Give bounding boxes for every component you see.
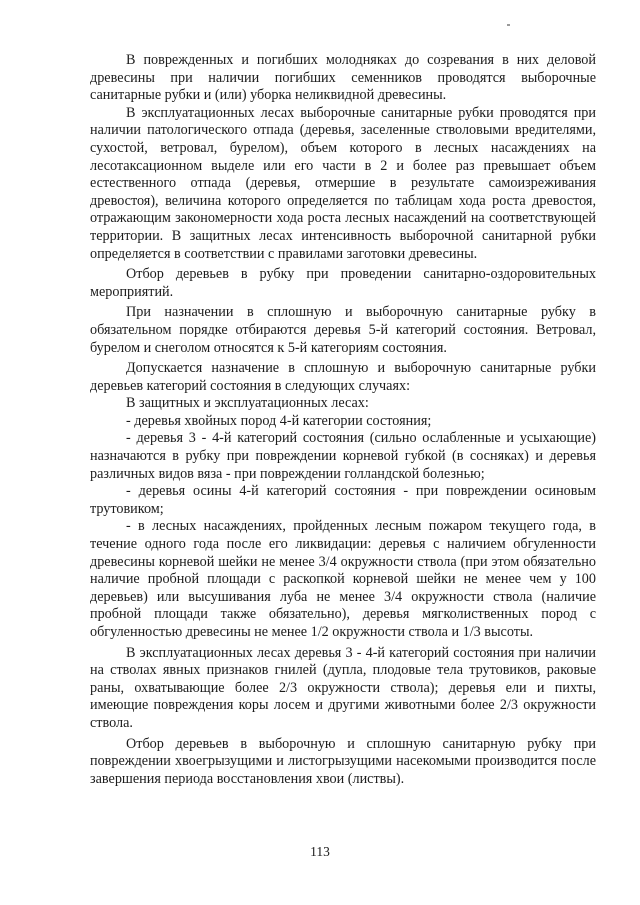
paragraph-protective-forests: В защитных и эксплуатационных лесах: xyxy=(126,395,369,412)
list-item-root-fungus: - деревья 3 - 4-й категорий состояния (сильно ослабленные и усыхающие) назначаются в рубку при повреждении корневой губкой (в сосняках) и деревья различных видов вяза - при повреждении голландской болезнью; xyxy=(90,430,596,482)
paragraph-category-5: При назначении в сплошную и выборочную санитарные рубку в обязательном порядке отбираются деревья 5-й категорий состояния. Ветровал, бурелом и снеголом относятся к 5-й категориям состояния. xyxy=(90,304,596,356)
paragraph-allowed-cases: Допускается назначение в сплошную и выборочную санитарные рубки деревьев категорий состояния в следующих случаях: xyxy=(90,360,596,394)
list-item-aspen: - деревья осины 4-й категорий состояния - при повреждении осиновым трутовиком; xyxy=(90,483,596,517)
scan-artifact xyxy=(507,24,510,26)
paragraph-young-stands: В поврежденных и погибших молодняках до созревания в них деловой древесины при наличии погибших семенников проводятся выборочные санитарные рубки и (или) уборка неликвидной древесины. xyxy=(90,52,596,104)
paragraph-exploitation-forests: В эксплуатационных лесах выборочные санитарные рубки проводятся при наличии патологического отпада (деревья, заселенные стволовыми вредителями, сухостой, ветровал, бурелом), объем которого в лесных насаждениях на лесотаксационном выделе или его части в 2 и более раз превышает объем естественного отпада (деревья, отмершие в результате самоизреживания древостоя), величина которого определяется по таблицам хода роста древостоя, отражающим закономерности хода роста лесных насаждений на соответствующей территории. В защитных лесах интенсивность выборочной санитарной рубки определяется в соответствии с правилами заготовки древесины. xyxy=(90,104,596,262)
page-number: 113 xyxy=(310,844,330,859)
paragraph-insects: Отбор деревьев в выборочную и сплошную санитарную рубку при повреждении хвоегрызущими и листогрызущими насекомыми производится после завершения периода восстановления хвои (листвы). xyxy=(90,735,596,787)
paragraph-rot-signs: В эксплуатационных лесах деревья 3 - 4-й категорий состояния при наличии на стволах явных признаков гнилей (дупла, плодовые тела трутовиков, раковые раны, охватывающие более 2/3 окружности ствола); деревья ели и пихты, имеющие повреждения коры лосем и другими животными более 2/3 окружности ствола. xyxy=(90,644,596,731)
list-item-conifers: - деревья хвойных пород 4-й категории состояния; xyxy=(126,412,432,429)
paragraph-selection-heading: Отбор деревьев в рубку при проведении санитарно-оздоровительных мероприятий. xyxy=(90,266,596,300)
list-item-fire: - в лесных насаждениях, пройденных лесным пожаром текущего года, в течение одного года после его ликвидации: деревья с наличием обгуленности древесины корневой шейки не менее 3/4 окружности ствола (при этом обязательно наличие пробной площади с раскопкой корневой шейки не менее чем у 100 деревьев) или высушивания луба не менее 3/4 окружности ствола (наличие пробной площади также обязательно), деревья мягколиственных пород с обгуленностью древесины не менее 1/2 окружности ствола и 1/3 высоты. xyxy=(90,518,596,640)
document-body xyxy=(90,52,596,788)
